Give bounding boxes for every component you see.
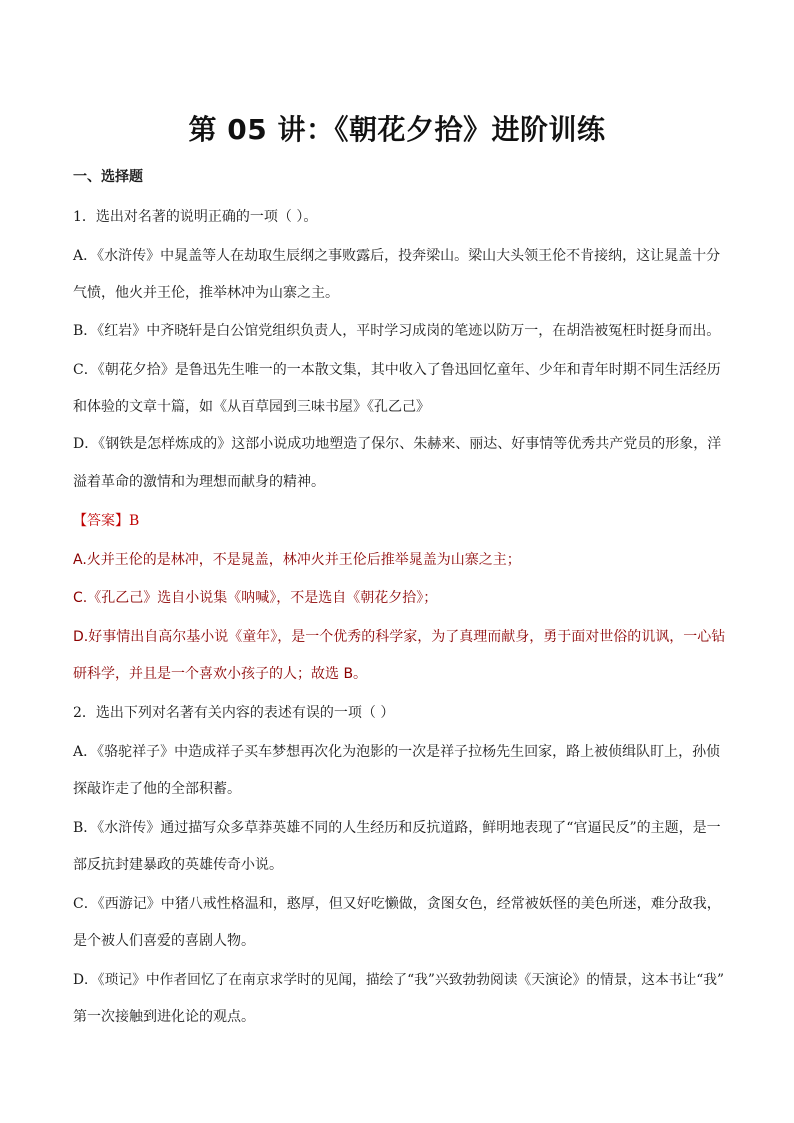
question-2-option-c-line2: 是个被人们喜爱的喜剧人物。	[73, 933, 255, 949]
page-title: 第 05 讲：《朝花夕拾》进阶训练	[188, 113, 606, 146]
question-1-option-a-line1: A．《水浒传》中晁盖等人在劫取生辰纲之事败露后，投奔梁山。梁山大头领王伦不肯接纳，这让晁盖十分	[73, 248, 721, 264]
explanation-a: A.火并王伦的是林冲，不是晁盖，林冲火并王伦后推举晁盖为山寨之主；	[73, 552, 521, 568]
answer-tag: 【答案】	[73, 513, 129, 529]
question-2-option-a-line2: 探敲诈走了他的全部积蓄。	[73, 781, 241, 797]
explanation-d-line1: D.好事情出自高尔基小说《童年》，是一个优秀的科学家，为了真理而献身，勇于面对世俗的讥讽，一心钻	[73, 629, 726, 645]
explanation-c: C.《孔乙己》选自小说集《呐喊》，不是选自《朝花夕拾》；	[73, 590, 438, 606]
section-heading: 一、选择题	[73, 169, 143, 185]
answer-value: B	[129, 513, 140, 529]
question-2-option-b-line1: B．《水浒传》通过描写众多草莽英雄不同的人生经历和反抗道路，鲜明地表现了“官逼民反”的主题，是一	[73, 820, 721, 836]
question-2-stem: 2．选出下列对名著有关内容的表述有误的一项（ ）	[73, 705, 395, 721]
question-1-option-a-line2: 气愤，他火并王伦，推举林冲为山寨之主。	[73, 285, 339, 301]
question-1-option-b: B．《红岩》中齐晓轩是白公馆党组织负责人，平时学习成岗的笔迹以防万一，在胡浩被冤枉时挺身而出。	[73, 323, 721, 339]
question-1-option-d-line1: D．《钢铁是怎样炼成的》这部小说成功地塑造了保尔、朱赫来、丽达、好事情等优秀共产党员的形象，洋	[73, 436, 722, 452]
explanation-d-line2: 研科学，并且是一个喜欢小孩子的人；故选 B。	[73, 666, 368, 682]
answer-line	[73, 502, 725, 540]
question-1-option-d-line2: 溢着革命的激情和为理想而献身的精神。	[73, 474, 325, 490]
question-2-option-d-line1: D．《琐记》中作者回忆了在南京求学时的见闻，描绘了“我”兴致勃勃阅读《天演论》的情景，这本书让“我”	[73, 972, 725, 988]
question-1-option-c-line2: 和体验的文章十篇，如《从百草园到三味书屋》《孔乙己》	[73, 399, 430, 415]
question-2-option-b-line2: 部反抗封建暴政的英雄传奇小说。	[73, 857, 283, 873]
question-1-option-c-line1: C．《朝花夕拾》是鲁迅先生唯一的一本散文集，其中收入了鲁迅回忆童年、少年和青年时期不同生活经历	[73, 362, 721, 378]
question-2-option-c-line1: C．《西游记》中猪八戒性格温和，憨厚，但又好吃懒做，贪图女色，经常被妖怪的美色所迷，难分敌我，	[73, 896, 721, 912]
question-2-option-d-line2: 第一次接触到进化论的观点。	[73, 1009, 255, 1025]
question-1-stem: 1．选出对名著的说明正确的一项（ ）。	[73, 209, 318, 225]
question-2-option-a-line1: A．《骆驼祥子》中造成祥子买车梦想再次化为泡影的一次是祥子拉杨先生回家，路上被侦缉队盯上，孙侦	[73, 744, 721, 760]
